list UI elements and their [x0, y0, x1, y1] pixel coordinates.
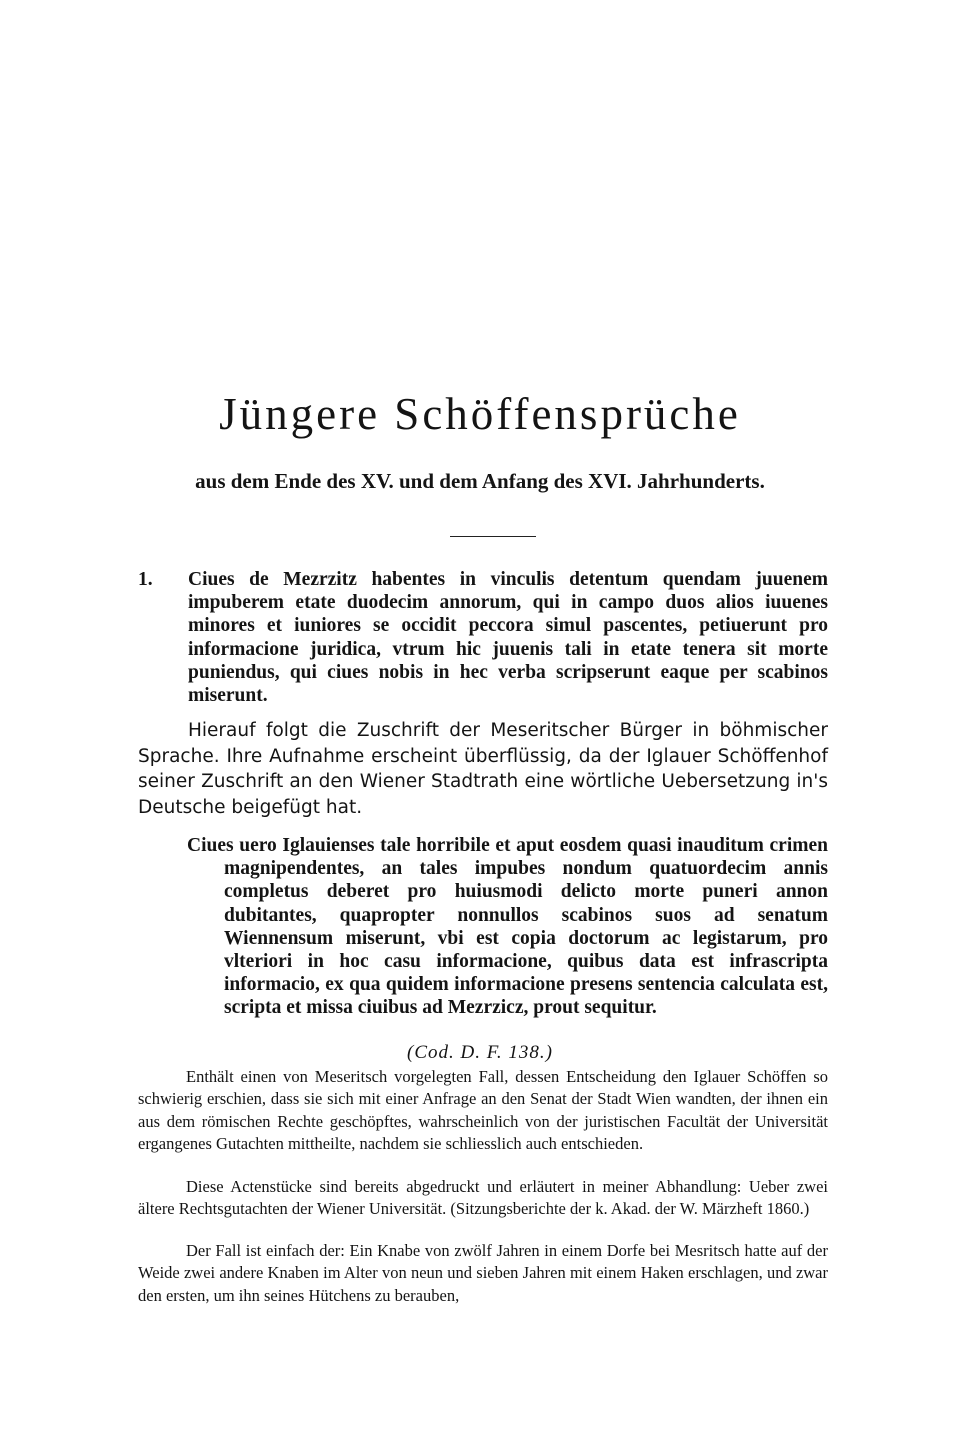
- note-paragraph-2: Diese Actenstücke sind bereits abgedruckt und erläutert in meiner Abhandlung: Ueber zwei ältere Rechtsgutachten der Wiener Universität. (Sitzungsberichte der k. Akad. der W. Märzheft 1860.): [138, 1177, 828, 1219]
- latin-paragraph: [187, 834, 828, 1020]
- title-divider: [450, 536, 536, 537]
- latin-paragraph-text: Ciues uero Iglauienses tale horribile et aput eosdem quasi inauditum crimen magnipendentes, an tales impubes nondum quatuordecim annis completus deberet pro huiusmodi delicto morte puneri annon dubitantes, quapropter nonnullos scabinos suos ad senatum Wiennensum miserunt, vbi est copia doctorum ac legistarum, pro vlteriori in hoc casu informacione, quibus data est infrascripta informacio, ex qua quidem informacione presens sentencia calculata est, scripta et missa ciuibus ad Mezrzicz, prout sequitur.: [187, 835, 828, 1019]
- german-paragraph: Hierauf folgt die Zuschrift der Meseritscher Bürger in böhmischer Sprache. Ihre Aufnahme erscheint überflüssig, da der Iglauer Schöffenhof seiner Zuschrift an den Wiener Stadtrath eine wörtliche Uebersetzung in's Deutsche beigefügt hat.: [138, 720, 828, 818]
- citation: (Cod. D. F. 138.): [407, 1042, 553, 1063]
- section-number: 1.: [138, 569, 153, 590]
- note-paragraph-3: Der Fall ist einfach der: Ein Knabe von zwölf Jahren in einem Dorfe bei Mesritsch hatte auf der Weide zwei andere Knaben im Alter von neun und sieben Jahren mit einem Haken erschlagen, und zwar den ersten, um ihn seines Hütchens zu berauben,: [138, 1241, 828, 1305]
- section-latin-heading: Ciues de Mezrzitz habentes in vinculis detentum quendam juuenem impuberem etate duodecim annorum, qui in campo duos alios iuuenes minores et iuniores se occidit peccora simul pascentes, petiuerunt pro informacione juridica, vtrum hic juuenis tali in etate tenera sit morte puniendus, qui ciues nobis in hec verba scripserunt eaque per scabinos miserunt.: [188, 569, 828, 707]
- page-subtitle: aus dem Ende des XV. und dem Anfang des XVI. Jahrhunderts.: [195, 469, 765, 493]
- note-paragraph-1: Enthält einen von Meseritsch vorgelegten Fall, dessen Entscheidung den Iglauer Schöffen so schwierig erschien, dass sie sich mit einer Anfrage an den Senat der Stadt Wien wandten, der ihnen ein aus dem römischen Rechte geschöpftes, wahrscheinlich von der juristischen Facultät der Universität ergangenes Gutachten mittheilte, nachdem sie schliesslich auch entschieden.: [138, 1067, 828, 1154]
- section-heading: [138, 568, 828, 707]
- page-title: Jüngere Schöffensprüche: [219, 389, 741, 439]
